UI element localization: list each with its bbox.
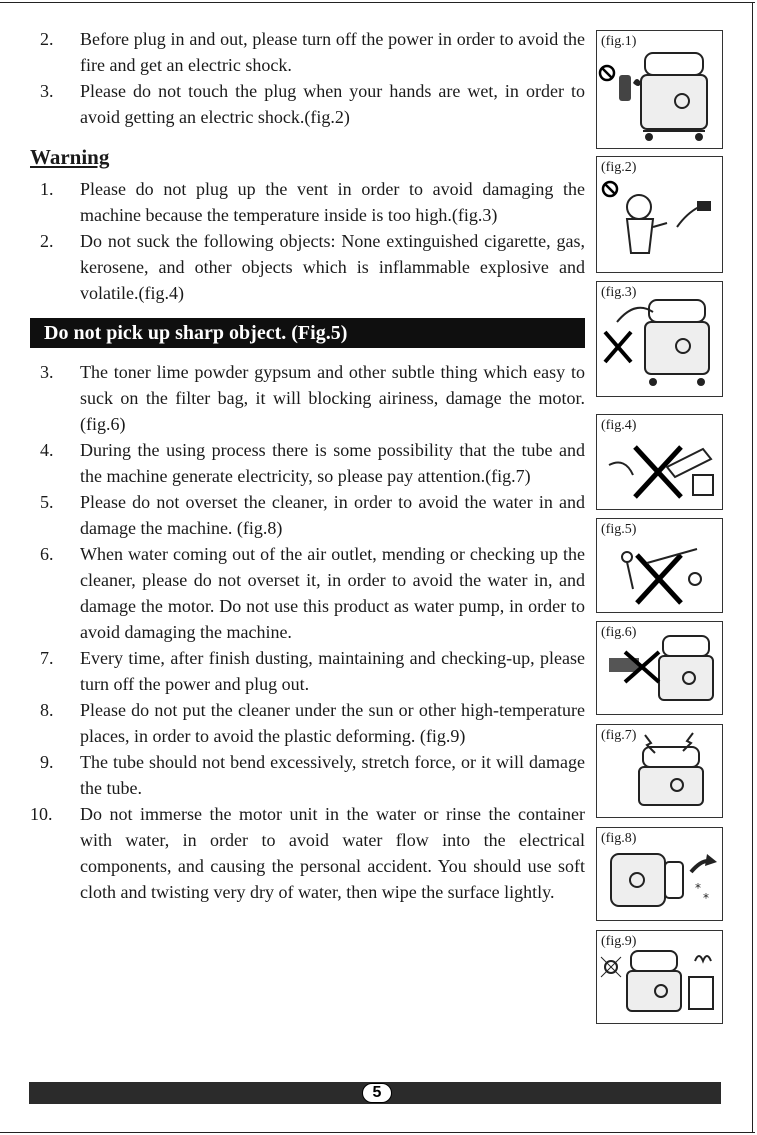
list-item: 10. Do not immerse the motor unit in the water or rinse the container with water, in order to avoid water flow into the electrical components, and causing the personal accident. You should use soft cloth and twisting very dry of water, then wipe the surface lightly. bbox=[30, 804, 585, 902]
instructions-column bbox=[30, 26, 585, 905]
figure-6: (fig.6) bbox=[596, 621, 723, 715]
list-item: 3. Please do not touch the plug when your hands are wet, in order to avoid getting an electric shock.(fig.2) bbox=[40, 81, 585, 127]
figure-4: (fig.4) bbox=[596, 414, 723, 510]
sharp-object-banner: Do not pick up sharp object. (Fig.5) bbox=[30, 318, 585, 348]
list-item: 4. During the using process there is some possibility that the tube and the machine generate electricity, so please pay attention.(fig.7) bbox=[40, 440, 585, 486]
list-item: 5. Please do not overset the cleaner, in order to avoid the water in and damage the machine. (fig.8) bbox=[40, 492, 585, 538]
list-item: 2. Do not suck the following objects: None extinguished cigarette, gas, kerosene, and other objects which is inflammable explosive and volatile.(fig.4) bbox=[40, 231, 585, 303]
list-item: 8. Please do not put the cleaner under the sun or other high-temperature places, in order to avoid the plastic deforming. (fig.9) bbox=[40, 700, 585, 746]
page-top-border bbox=[0, 2, 755, 3]
svg-text:*: * bbox=[703, 891, 709, 905]
figure-8: * * (fig.8) bbox=[596, 827, 723, 921]
list-item: 9. The tube should not bend excessively, stretch force, or it will damage the tube. bbox=[40, 752, 585, 798]
page-right-border bbox=[752, 2, 753, 1133]
figure-7: (fig.7) bbox=[596, 724, 723, 818]
page-bottom-border bbox=[0, 1132, 755, 1133]
figure-2: (fig.2) bbox=[596, 156, 723, 273]
warning-heading: Warning bbox=[30, 145, 110, 169]
svg-text:*: * bbox=[695, 881, 701, 895]
figure-1: (fig.1) bbox=[596, 30, 723, 149]
figure-3: (fig.3) bbox=[596, 281, 723, 397]
list-item: 2. Before plug in and out, please turn off the power in order to avoid the fire and get an electric shock. bbox=[40, 29, 585, 75]
figure-5: (fig.5) bbox=[596, 518, 723, 613]
list-item: 6. When water coming out of the air outlet, mending or checking up the cleaner, please do not overset it, in order to avoid the water in, and damage the motor. Do not use this product as water pump, in order to avoid damaging the machine. bbox=[40, 544, 585, 642]
list-item: 1. Please do not plug up the vent in order to avoid damaging the machine because the temperature inside is too high.(fig.3) bbox=[40, 179, 585, 225]
page-number: 5 bbox=[362, 1083, 392, 1103]
list-item: 7. Every time, after finish dusting, maintaining and checking-up, please turn off the power and plug out. bbox=[40, 648, 585, 694]
list-item: 3. The toner lime powder gypsum and other subtle thing which easy to suck on the filter bag, it will blocking airiness, damage the motor.(fig.6) bbox=[40, 362, 585, 434]
figure-9: (fig.9) bbox=[596, 930, 723, 1024]
